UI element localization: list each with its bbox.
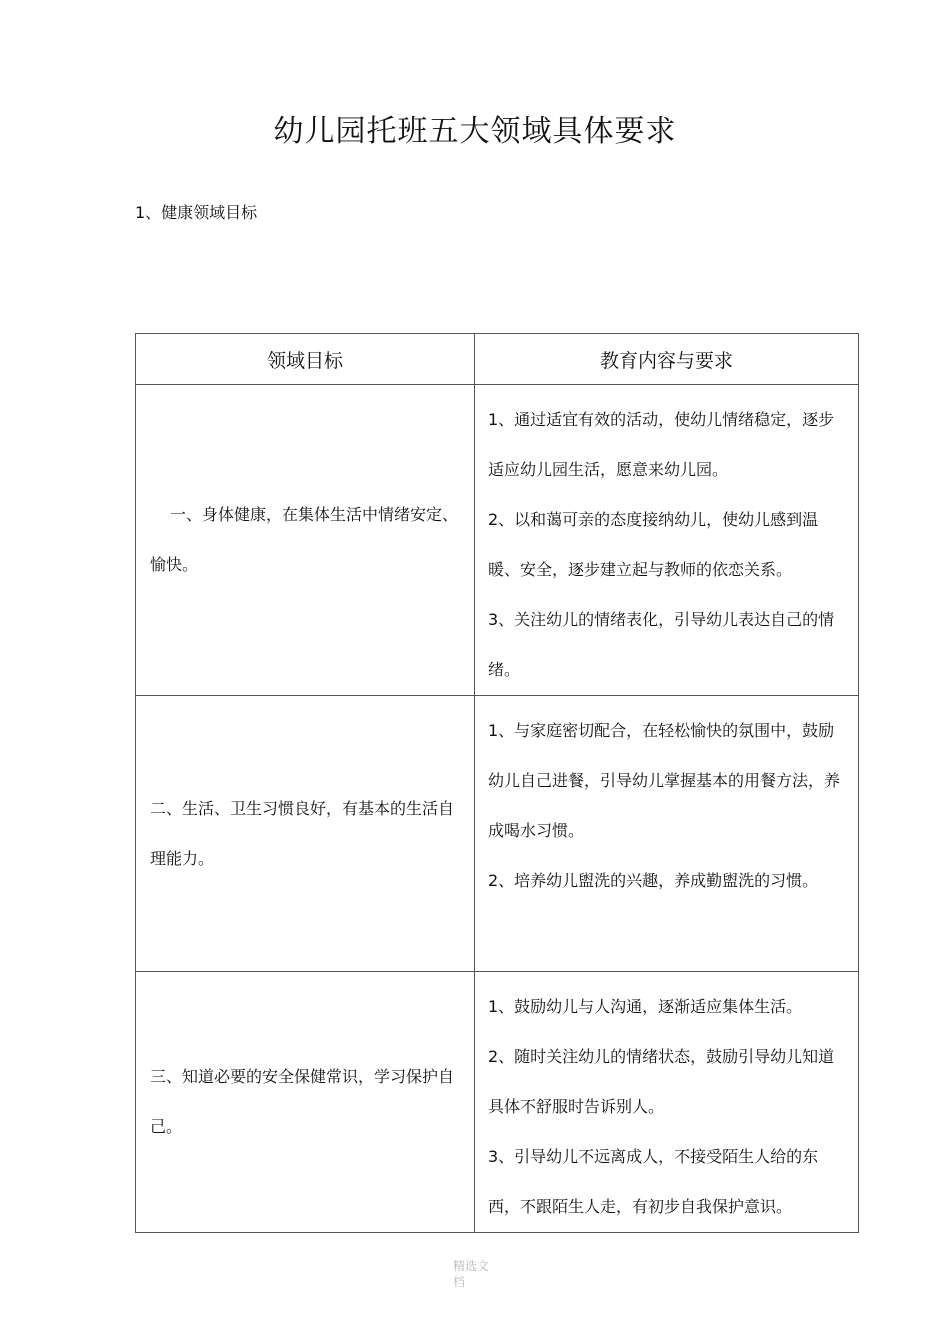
table-header-row bbox=[136, 334, 859, 385]
content-item: 1、鼓励幼儿与人沟通，逐渐适应集体生活。 bbox=[488, 997, 803, 1016]
document-title: 幼儿园托班五大领域具体要求 bbox=[273, 114, 677, 149]
footer-watermark: 精选文档 bbox=[453, 1259, 490, 1289]
goal-cell: 三、知道必要的安全保健常识，学习保护自己。 bbox=[136, 972, 475, 1233]
content-item: 2、随时关注幼儿的情绪状态，鼓励引导幼儿知道具体不舒服时告诉别人。 bbox=[488, 1047, 835, 1116]
goals-table bbox=[135, 333, 859, 1233]
goal-cell: 一、身体健康，在集体生活中情绪安定、愉快。 bbox=[136, 385, 475, 696]
table-row bbox=[136, 972, 859, 1233]
table-row bbox=[136, 385, 859, 696]
content-item: 3、关注幼儿的情绪表化，引导幼儿表达自己的情绪。 bbox=[488, 610, 835, 679]
content-item: 3、引导幼儿不远离成人，不接受陌生人给的东西，不跟陌生人走，有初步自我保护意识。 bbox=[488, 1147, 819, 1216]
goal-cell: 二、生活、卫生习惯良好，有基本的生活自理能力。 bbox=[136, 696, 475, 972]
content-item: 1、与家庭密切配合，在轻松愉快的氛围中，鼓励幼儿自己进餐，引导幼儿掌握基本的用餐方法，养成喝水习惯。 bbox=[488, 721, 841, 840]
content-item: 1、通过适宜有效的活动，使幼儿情绪稳定，逐步适应幼儿园生活，愿意来幼儿园。 bbox=[488, 410, 835, 479]
content-cell bbox=[475, 385, 859, 696]
content-item: 2、以和蔼可亲的态度接纳幼儿，使幼儿感到温暖、安全，逐步建立起与教师的依恋关系。 bbox=[488, 510, 819, 579]
content-item: 2、培养幼儿盥洗的兴趣，养成勤盥洗的习惯。 bbox=[488, 871, 819, 890]
content-cell bbox=[475, 696, 859, 972]
header-content: 教育内容与要求 bbox=[475, 334, 859, 385]
section-heading: 1、健康领域目标 bbox=[135, 203, 258, 222]
header-goal: 领域目标 bbox=[136, 334, 475, 385]
table-row bbox=[136, 696, 859, 972]
content-cell bbox=[475, 972, 859, 1233]
